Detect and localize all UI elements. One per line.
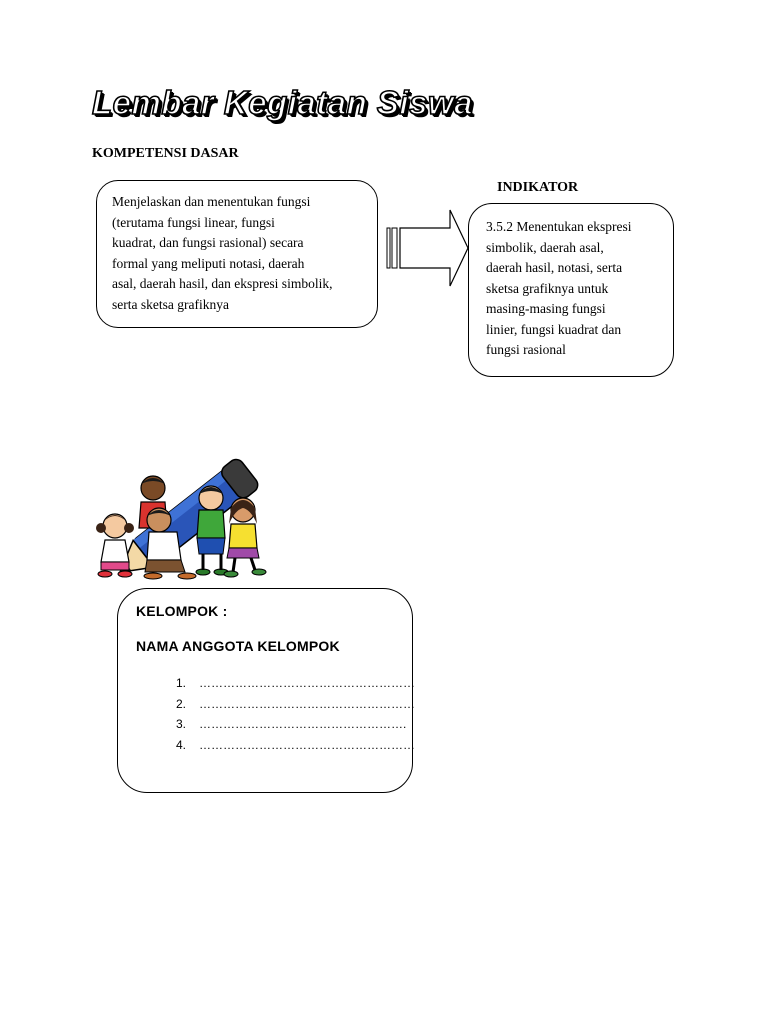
kd-line: serta sketsa grafiknya bbox=[112, 296, 229, 312]
indikator-label: INDIKATOR bbox=[497, 180, 579, 195]
member-item: 4. ……………………………………………… bbox=[176, 737, 415, 752]
kompetensi-dasar-box bbox=[96, 180, 378, 328]
nama-anggota-label: NAMA ANGGOTA KELOMPOK bbox=[136, 638, 340, 654]
kelompok-label: KELOMPOK : bbox=[136, 603, 228, 619]
indikator-line: daerah hasil, notasi, serta bbox=[486, 260, 623, 275]
member-blank: ……………………………………………… bbox=[199, 676, 415, 690]
member-list bbox=[136, 673, 415, 755]
member-blank: ……………………………………………… bbox=[199, 696, 415, 711]
indikator-line: linier, fungsi kuadrat dan bbox=[486, 321, 622, 337]
page-title: Lembar Kegiatan Siswa bbox=[92, 84, 473, 121]
indikator-line: sketsa grafiknya untuk bbox=[486, 280, 609, 296]
member-blank: ……………………………………………… bbox=[199, 737, 415, 752]
indikator-line: 3.5.2 Menentukan ekspresi bbox=[486, 219, 632, 234]
member-item: 2. ……………………………………………… bbox=[176, 696, 415, 711]
kd-line: kuadrat, dan fungsi rasional) secara bbox=[112, 235, 304, 250]
kd-line: formal yang meliputi notasi, daerah bbox=[112, 255, 305, 271]
indikator-line: fungsi rasional bbox=[486, 342, 566, 357]
block-arrow-right-icon bbox=[386, 208, 470, 292]
children-carrying-giant-pencil-icon bbox=[93, 448, 271, 584]
member-item: 1. ……………………………………………… bbox=[176, 676, 415, 690]
member-blank: ……………………………………………. bbox=[199, 717, 407, 731]
kd-line: (terutama fungsi linear, fungsi bbox=[112, 214, 275, 230]
kd-line: Menjelaskan dan menentukan fungsi bbox=[112, 194, 311, 209]
kompetensi-dasar-label: KOMPETENSI DASAR bbox=[92, 146, 239, 161]
kd-line: asal, daerah hasil, dan ekspresi simbolik, bbox=[112, 276, 333, 291]
kelompok-box bbox=[117, 588, 413, 793]
indikator-line: simbolik, daerah asal, bbox=[486, 239, 604, 255]
indikator-box bbox=[468, 203, 674, 377]
member-item: 3. ……………………………………………. bbox=[176, 717, 407, 731]
indikator-line: masing-masing fungsi bbox=[486, 301, 606, 316]
